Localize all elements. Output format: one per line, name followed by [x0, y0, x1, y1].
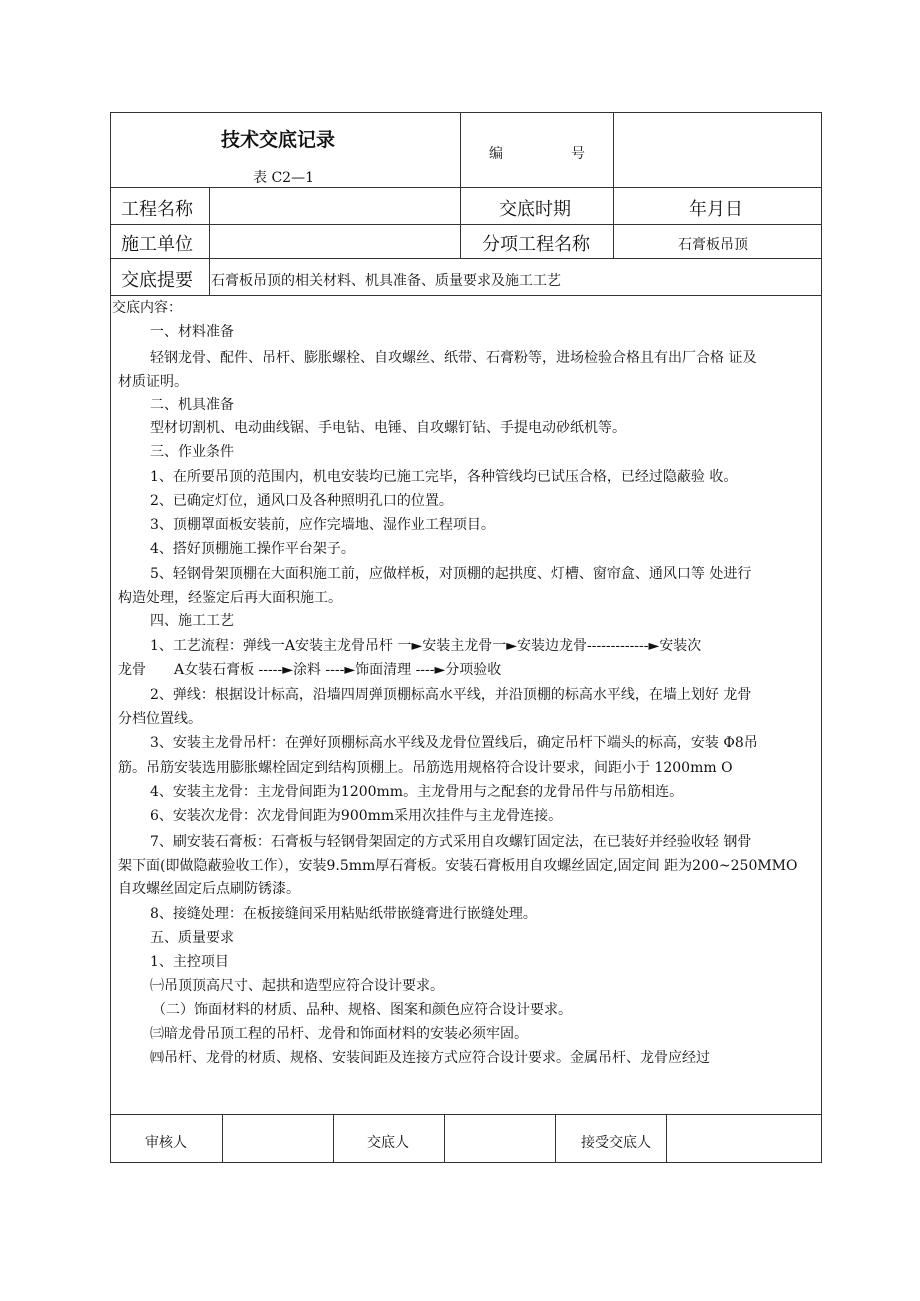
content-line: 二、机具准备: [150, 397, 234, 413]
disclosure-form: [110, 112, 822, 1163]
content-line: 7、刷安装石膏板：石膏板与轻钢骨架固定的方式采用自攻螺钉固定法，在已装好并经验收轻 钢骨: [150, 834, 752, 850]
col-divider: [613, 187, 614, 258]
subproject-name-value[interactable]: 石膏板吊顶: [678, 237, 748, 253]
page-title: 技术交底记录: [221, 129, 336, 151]
row-divider: [111, 187, 821, 188]
content-line: 4、安装主龙骨：主龙骨间距为1200mm。主龙骨用与之配套的龙骨吊件与吊筋相连。: [150, 784, 684, 800]
construction-unit-label: 施工单位: [121, 234, 193, 255]
content-line: 8、接缝处理：在板接缝间采用粘贴纸带嵌缝膏进行嵌缝处理。: [150, 906, 537, 922]
form-code: 表 C2—1: [253, 170, 314, 186]
content-heading: 交底内容：: [112, 300, 182, 316]
content-line: 分档位置线。: [118, 711, 202, 727]
content-line: 6、安装次龙骨：次龙骨间距为900mm采用次挂件与主龙骨连接。: [150, 808, 563, 824]
date-label: 交底时期: [499, 199, 571, 220]
content-line: （二）饰面材料的材质、品种、规格、图案和颜色应符合设计要求。: [152, 1002, 572, 1018]
col-divider: [460, 113, 461, 187]
col-divider: [460, 187, 461, 258]
content-line: 1、在所要吊顶的范围内，机电安装均已施工完毕，各种管线均已试压合格，已经过隐蔽验 收。: [150, 469, 738, 485]
row-divider: [111, 258, 821, 259]
content-line: 筋。吊筋安装选用膨胀螺栓固定到结构顶棚上。吊筋选用规格符合设计要求，间距小于 1200mm O: [118, 760, 733, 776]
row-divider: [111, 295, 821, 296]
content-line: ㈢暗龙骨吊顶工程的吊杆、龙骨和饰面材料的安装必须牢固。: [150, 1026, 528, 1042]
content-line: 四、施工工艺: [150, 613, 234, 629]
content-line: 1、主控项目: [150, 954, 229, 970]
content-line: 一、材料准备: [150, 324, 234, 340]
subproject-name-label: 分项工程名称: [482, 234, 590, 255]
col-divider: [444, 1114, 445, 1162]
content-line: 轻钢龙骨、配件、吊杆、膨胀螺栓、自攻螺丝、纸带、石膏粉等，进场检验合格且有出厂合格 证及: [150, 350, 757, 366]
content-line: 3、安装主龙骨吊杆：在弹好顶棚标高水平线及龙骨位置线后，确定吊杆下端头的标高，安装 Φ8吊: [150, 735, 758, 751]
content-line: ㈠吊顶顶高尺寸、起拱和造型应符合设计要求。: [150, 978, 444, 994]
content-line: 2、已确定灯位，通风口及各种照明孔口的位置。: [150, 493, 453, 509]
col-divider: [209, 187, 210, 295]
content-line: 型材切割机、电动曲线锯、手电钻、电锤、自攻螺钉钻、手提电动砂纸机等。: [150, 420, 626, 436]
reviewer-label: 审核人: [145, 1135, 187, 1151]
number-label-part1: 编: [489, 146, 503, 162]
content-line: 架下面(即做隐蔽验收工作），安装9.5mm厚石膏板。安装石膏板用自攻螺丝固定,固定间 距为200~250MMO: [118, 858, 798, 874]
content-line: 构造处理，经鉴定后再大面积施工。: [118, 590, 342, 606]
summary-label: 交底提要: [121, 270, 193, 291]
content-line: 2、弹线：根据设计标高，沿墙四周弹顶棚标高水平线，并沿顶棚的标高水平线，在墙上划好 龙骨: [150, 687, 752, 703]
content-line: 三、作业条件: [150, 444, 234, 460]
content-line: ㈣吊杆、龙骨的材质、规格、安装间距及连接方式应符合设计要求。金属吊杆、龙骨应经过: [150, 1050, 710, 1066]
col-divider: [613, 113, 614, 187]
content-line: 五、质量要求: [150, 930, 234, 946]
col-divider: [222, 1114, 223, 1162]
col-divider: [555, 1114, 556, 1162]
content-line: 4、搭好顶棚施工操作平台架子。: [150, 541, 355, 557]
project-name-label: 工程名称: [121, 199, 193, 220]
col-divider: [333, 1114, 334, 1162]
content-line: 1、工艺流程：弹线一A安装主龙骨吊杆 一►安装主龙骨一►安装边龙骨-------------►安装次: [150, 638, 702, 654]
content-line: 自攻螺丝固定后点刷防锈漆。: [118, 881, 300, 897]
row-divider: [111, 224, 821, 225]
row-divider: [111, 1114, 821, 1115]
date-value[interactable]: 年月日: [689, 199, 743, 220]
discloser-label: 交底人: [367, 1135, 409, 1151]
number-label-part2: 号: [571, 146, 585, 162]
content-line: 龙骨 A女装石膏板 -----►涂料 ----►饰面清理 ----►分项验收: [118, 662, 502, 678]
col-divider: [666, 1114, 667, 1162]
content-line: 材质证明。: [118, 374, 188, 390]
summary-value[interactable]: 石膏板吊顶的相关材料、机具准备、质量要求及施工工艺: [211, 273, 561, 289]
receiver-label: 接受交底人: [581, 1135, 651, 1151]
content-line: 5、轻钢骨架顶棚在大面积施工前，应做样板，对顶棚的起拱度、灯槽、窗帘盒、通风口等 处进行: [150, 566, 752, 582]
content-line: 3、顶棚罩面板安装前，应作完墙地、湿作业工程项目。: [150, 517, 495, 533]
